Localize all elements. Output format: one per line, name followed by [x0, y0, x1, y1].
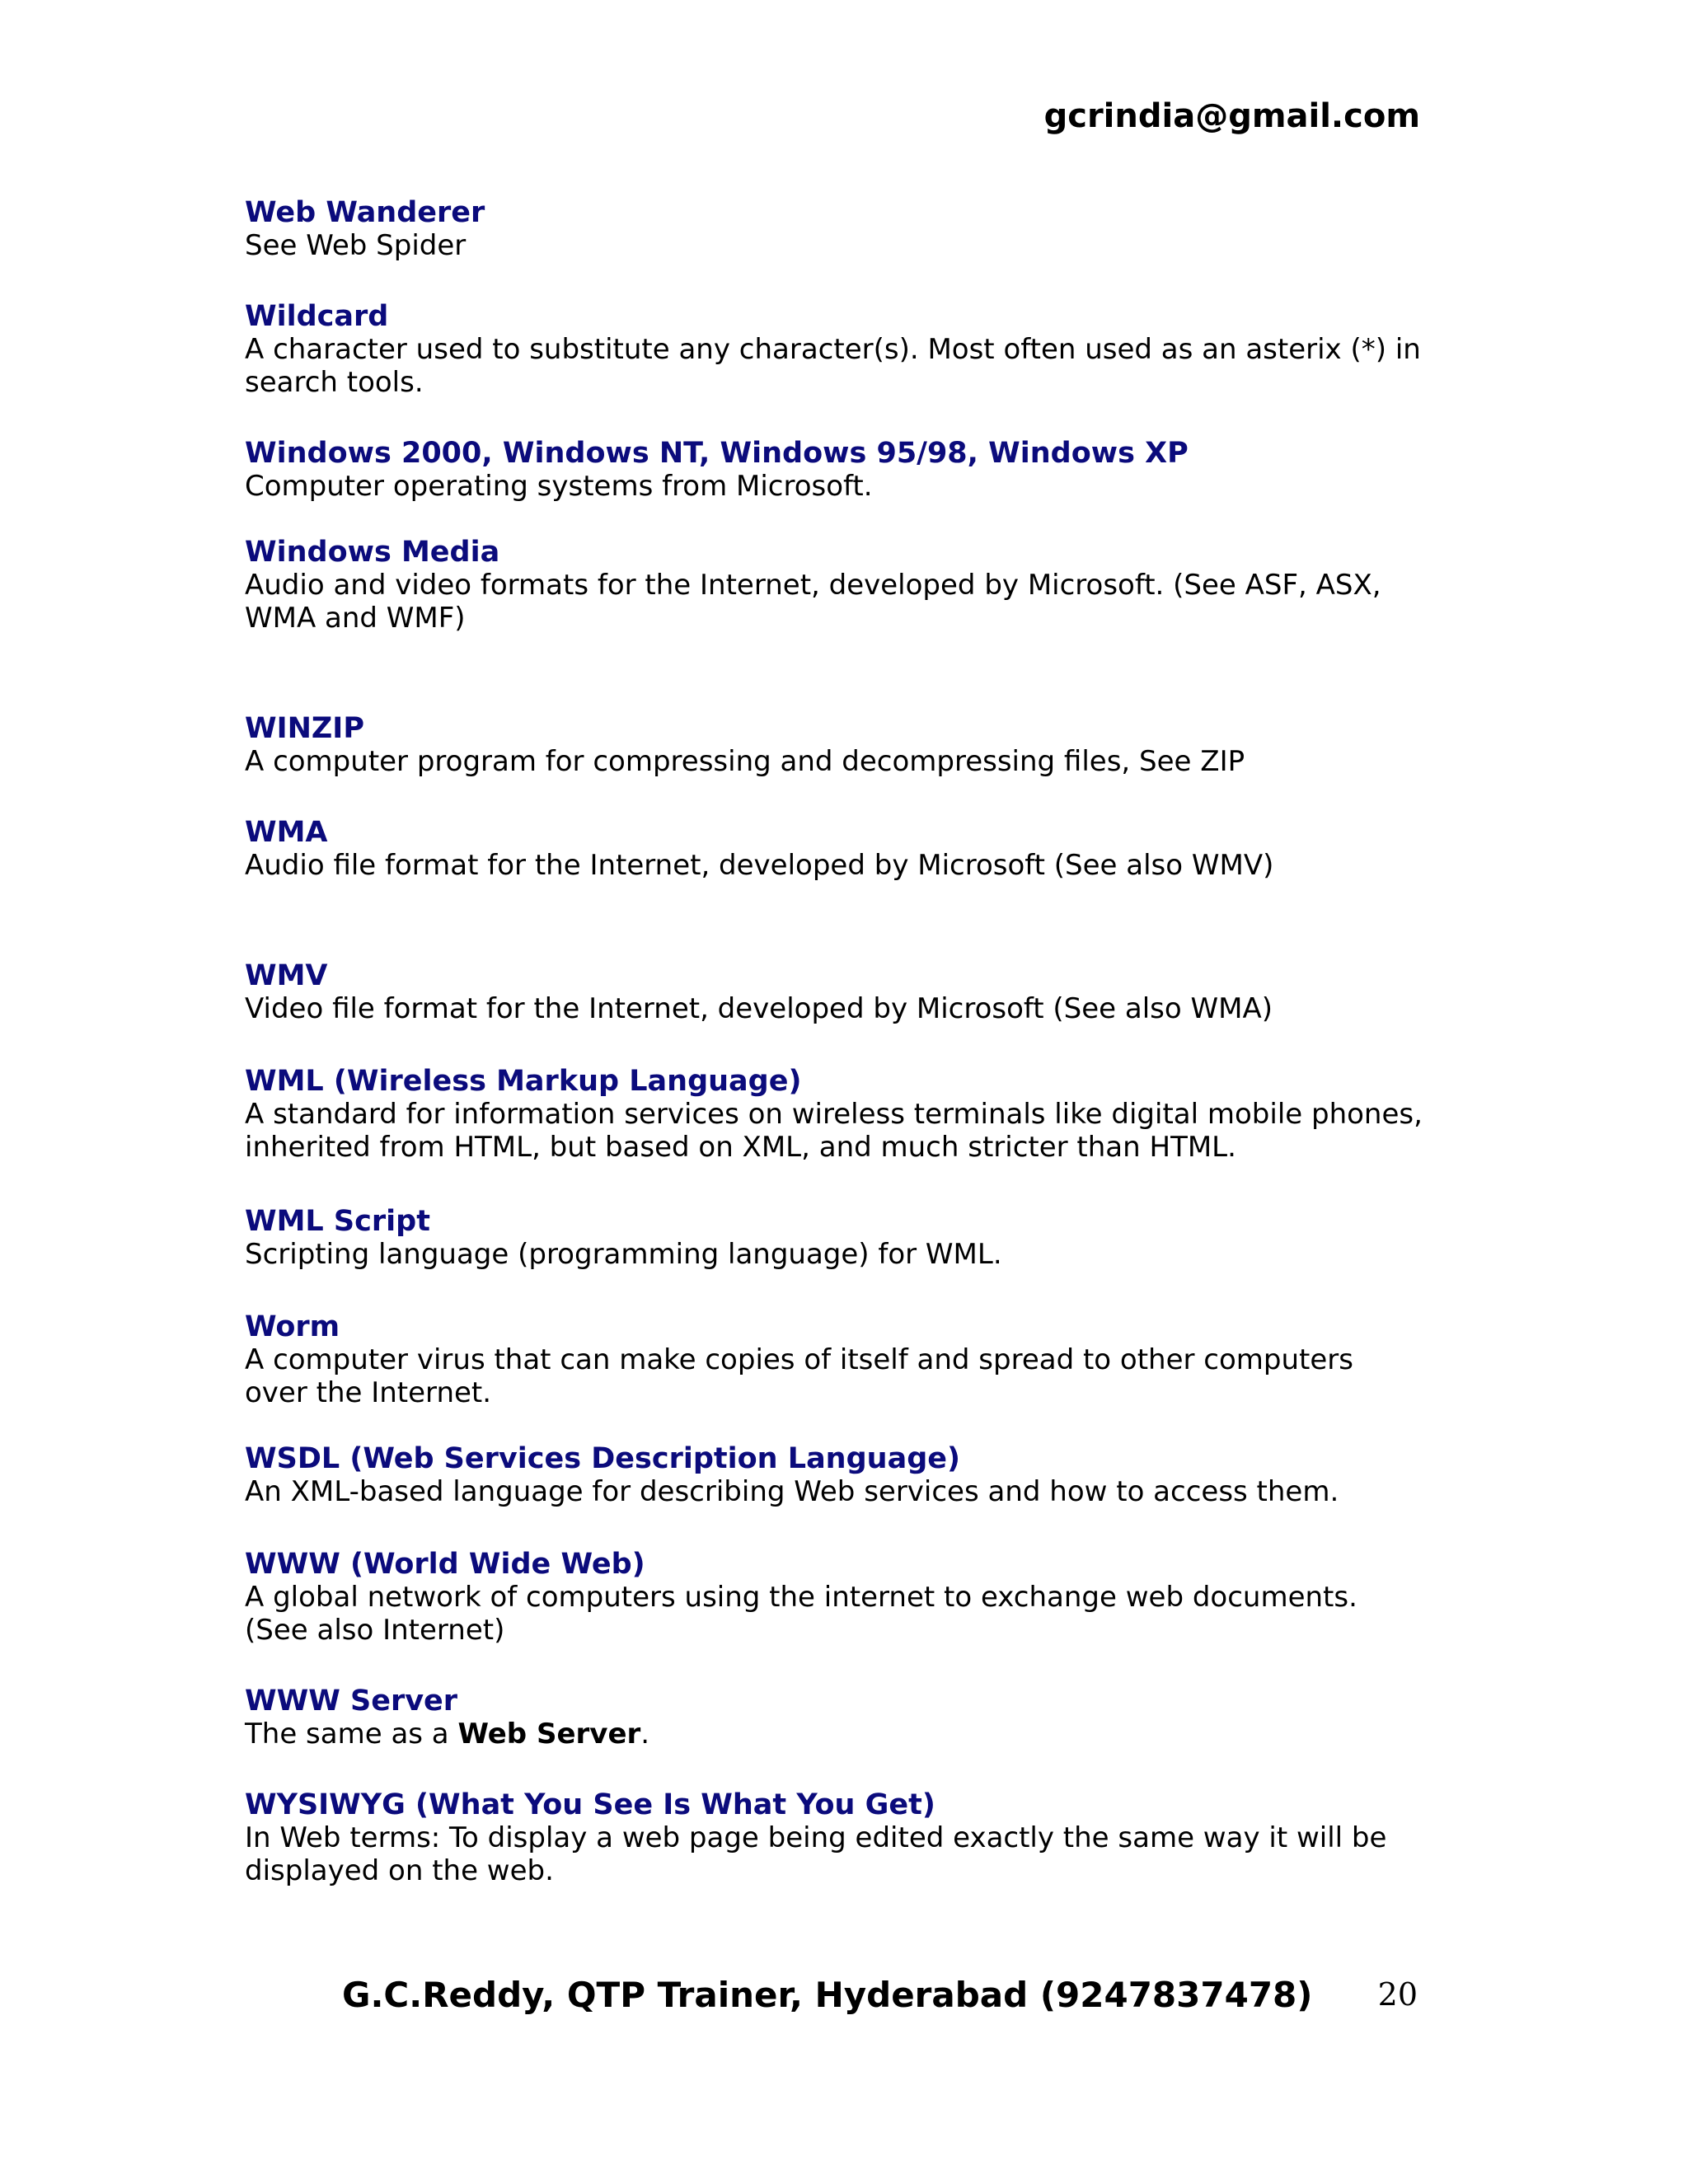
entry-term: WMV [245, 959, 328, 992]
entry-definition: In Web terms: To display a web page being edited exactly the same way it will be displayed on the web. [245, 1821, 1387, 1887]
entry-definition [245, 1718, 1423, 1750]
glossary-entry [245, 1548, 1423, 1647]
entry-definition: Audio file format for the Internet, developed by Microsoft (See also WMV) [245, 849, 1274, 882]
entry-term: Windows 2000, Windows NT, Windows 95/98, Windows XP [245, 437, 1189, 470]
entry-term: WWW (World Wide Web) [245, 1548, 645, 1581]
glossary-entry [245, 959, 1423, 1025]
entry-term: WML (Wireless Markup Language) [245, 1065, 802, 1098]
glossary-entry [245, 1788, 1423, 1887]
glossary-entry [245, 1065, 1423, 1164]
glossary-entry [245, 536, 1423, 635]
entry-definition: Audio and video formats for the Internet, developed by Microsoft. (See ASF, ASX, WMA and WMF) [245, 569, 1381, 635]
glossary-entry [245, 816, 1423, 882]
page-number: 20 [1377, 1976, 1418, 2013]
entry-term: Worm [245, 1310, 340, 1343]
glossary-entry [245, 437, 1423, 503]
glossary-entries [245, 196, 1423, 1887]
footer-author: G.C.Reddy, QTP Trainer, Hyderabad (9247837478) [342, 1975, 1313, 2015]
entry-definition: An XML-based language for describing Web services and how to access them. [245, 1475, 1339, 1508]
glossary-entry [245, 1310, 1423, 1409]
entry-term: Wildcard [245, 300, 389, 333]
definition-suffix: . [640, 1718, 650, 1750]
entry-term: Windows Media [245, 536, 500, 569]
definition-prefix: The same as a [245, 1718, 458, 1750]
definition-bold-term: Web Server [457, 1718, 641, 1750]
entry-term: WWW Server [245, 1685, 458, 1718]
entry-term: WML Script [245, 1205, 430, 1238]
glossary-entry [245, 300, 1423, 399]
entry-definition: A computer program for compressing and decompressing files, See ZIP [245, 745, 1245, 778]
entry-term: Web Wanderer [245, 196, 485, 229]
entry-definition: Computer operating systems from Microsoft. [245, 470, 873, 503]
entry-definition: Video file format for the Internet, developed by Microsoft (See also WMA) [245, 992, 1273, 1025]
glossary-entry [245, 1442, 1423, 1508]
entry-definition: A character used to substitute any character(s). Most often used as an asterix (*) in search tools. [245, 333, 1421, 399]
entry-definition: A global network of computers using the internet to exchange web documents. (See also Internet) [245, 1581, 1357, 1647]
entry-term: WINZIP [245, 712, 364, 745]
glossary-entry [245, 196, 1423, 262]
entry-term: WSDL (Web Services Description Language) [245, 1442, 960, 1475]
header-email: gcrindia@gmail.com [1043, 97, 1420, 135]
entry-definition: A standard for information services on wireless terminals like digital mobile phones, inherited from HTML, but based on XML, and much stricter than HTML. [245, 1098, 1423, 1164]
entry-definition: A computer virus that can make copies of itself and spread to other computers over the Internet. [245, 1343, 1353, 1409]
entry-definition: See Web Spider [245, 229, 467, 262]
entry-term: WYSIWYG (What You See Is What You Get) [245, 1788, 935, 1821]
entry-definition: Scripting language (programming language) for WML. [245, 1238, 1002, 1271]
glossary-entry [245, 1685, 1423, 1750]
glossary-entry [245, 1205, 1423, 1271]
entry-term: WMA [245, 816, 328, 849]
glossary-entry [245, 712, 1423, 778]
